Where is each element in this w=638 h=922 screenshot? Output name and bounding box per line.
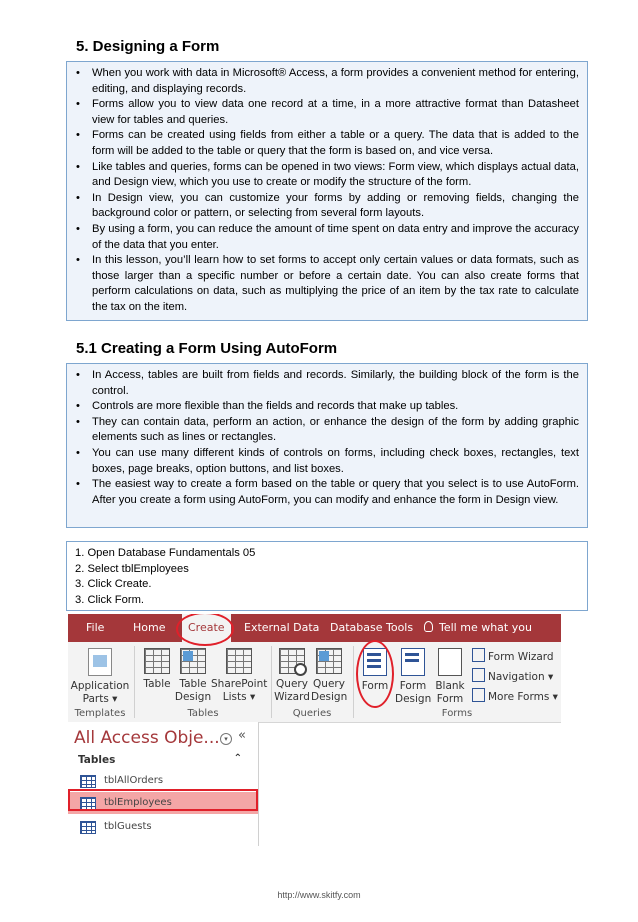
tab-file[interactable]: File bbox=[86, 621, 105, 634]
more-forms-button[interactable] bbox=[472, 688, 558, 704]
list-item: • Forms allow you to view data one record at a time, in a more attractive format than Datasheet view for tables and queries. bbox=[76, 97, 579, 128]
form-wizard-icon bbox=[472, 648, 485, 662]
group-separator bbox=[353, 646, 354, 718]
nav-item-label: tblAllOrders bbox=[104, 775, 164, 786]
blank-form-label-1: Blank bbox=[435, 680, 465, 692]
chevron-up-icon: ⌃ bbox=[233, 753, 242, 764]
table-design-button[interactable] bbox=[174, 648, 212, 704]
list-item: • In Design view, you can customize your forms by adding or removing fields, changing the background color or pattern, or selecting from several form layouts. bbox=[76, 191, 579, 222]
table-label: Table bbox=[143, 678, 171, 690]
lightbulb-icon bbox=[424, 621, 433, 632]
list-item: • The easiest way to create a form based on the table or query that you select is to use AutoForm. After you create a form using AutoForm, you can modify and enhance the form in Design view. bbox=[76, 477, 579, 508]
query-design-icon bbox=[316, 648, 342, 674]
group-label-tables: Tables bbox=[187, 708, 219, 719]
list-item: • Controls are more flexible than the fields and records that make up tables. bbox=[76, 399, 579, 415]
list-item: • Like tables and queries, forms can be opened in two views: Form view, which displays actual data, and Design view, which you use to create or modify the structure of the form. bbox=[76, 160, 579, 191]
nav-dropdown-icon[interactable]: ▾ bbox=[220, 733, 232, 745]
sharepoint-lists-icon bbox=[226, 648, 252, 674]
query-wizard-label-1: Query bbox=[276, 678, 308, 690]
form-label: Form bbox=[361, 680, 389, 692]
form-design-label-2: Design bbox=[395, 693, 432, 705]
navigation-pane bbox=[68, 722, 259, 846]
section-5-bullets bbox=[66, 61, 588, 321]
application-parts-label-1: Application bbox=[70, 680, 130, 692]
tab-home[interactable]: Home bbox=[133, 621, 166, 634]
collapse-pane-icon[interactable]: « bbox=[238, 728, 246, 743]
annotation-circle-form bbox=[356, 640, 394, 708]
query-wizard-icon bbox=[279, 648, 305, 674]
nav-item-label: tblGuests bbox=[104, 821, 152, 832]
annotation-box-tblemployees bbox=[68, 789, 258, 811]
table-design-icon bbox=[180, 648, 206, 674]
tell-me-search[interactable] bbox=[424, 614, 561, 642]
step-1: 1. Open Database Fundamentals 05 bbox=[75, 547, 256, 559]
section-51-title: 5.1 Creating a Form Using AutoForm bbox=[76, 340, 338, 357]
list-item: • When you work with data in Microsoft® Access, a form provides a convenient method for entering, editing, and displaying records. bbox=[76, 66, 579, 97]
section-5-title: 5. Designing a Form bbox=[76, 38, 220, 55]
list-item: • You can use many different kinds of controls on forms, including check boxes, rectangles, text boxes, page breaks, option buttons, and list boxes. bbox=[76, 446, 579, 477]
group-separator bbox=[271, 646, 272, 718]
table-icon bbox=[80, 821, 96, 834]
ribbon bbox=[68, 642, 561, 723]
query-design-label-1: Query bbox=[313, 678, 345, 690]
nav-pane-title[interactable]: All Access Obje... bbox=[74, 728, 220, 748]
sharepoint-lists-button[interactable] bbox=[211, 648, 267, 704]
step-3: 3. Click Create. bbox=[75, 578, 152, 591]
nav-item-label: tblEmployees bbox=[104, 797, 172, 808]
group-separator bbox=[134, 646, 135, 718]
group-label-queries: Queries bbox=[292, 708, 332, 719]
application-parts-icon bbox=[88, 648, 112, 676]
navigation-label: Navigation ▾ bbox=[488, 671, 554, 683]
more-forms-label: More Forms ▾ bbox=[488, 691, 558, 703]
table-design-label-1: Table bbox=[179, 678, 207, 690]
step-2: 2. Select tblEmployees bbox=[75, 562, 189, 575]
table-design-label-2: Design bbox=[174, 691, 212, 703]
list-item: • They can contain data, perform an action, or enhance the design of the form by adding graphic elements such as lines or rectangles. bbox=[76, 415, 579, 446]
form-design-label-1: Form bbox=[399, 680, 427, 692]
form-wizard-label: Form Wizard bbox=[488, 651, 554, 663]
tab-external-data[interactable]: External Data bbox=[244, 621, 320, 634]
list-item: • Forms can be created using fields from either a table or a query. The data that is added to the form will be added to the table or query that the form is based on, and vice versa. bbox=[76, 128, 579, 159]
tell-me-label: Tell me what you bbox=[439, 621, 532, 634]
list-item: • By using a form, you can reduce the amount of time spent on data entry and improve the accuracy of the data that you enter. bbox=[76, 222, 579, 253]
nav-section-header[interactable] bbox=[78, 754, 248, 766]
table-icon bbox=[80, 775, 96, 788]
query-wizard-label-2: Wizard bbox=[274, 691, 310, 703]
navigation-button[interactable] bbox=[472, 668, 553, 684]
query-wizard-button[interactable] bbox=[274, 648, 310, 704]
application-parts-label-2: Parts ▾ bbox=[82, 693, 118, 705]
sharepoint-lists-label-1: SharePoint bbox=[211, 678, 268, 690]
step-4: 3. Click Form. bbox=[75, 593, 144, 606]
sharepoint-lists-label-2: Lists ▾ bbox=[222, 691, 256, 703]
table-icon bbox=[144, 648, 170, 674]
form-design-icon bbox=[401, 648, 425, 676]
footer-url: http://www.skitfy.com bbox=[277, 890, 361, 900]
blank-form-button[interactable] bbox=[432, 648, 468, 706]
group-label-templates: Templates bbox=[74, 708, 126, 719]
tab-database-tools[interactable]: Database Tools bbox=[330, 621, 414, 634]
nav-section-label: Tables bbox=[78, 754, 116, 766]
group-label-forms: Forms bbox=[441, 708, 473, 719]
list-item: • In Access, tables are built from fields and records. Similarly, the building block of the form is the control. bbox=[76, 368, 579, 399]
access-screenshot bbox=[68, 614, 561, 846]
query-design-label-2: Design bbox=[311, 691, 348, 703]
list-item: • In this lesson, you’ll learn how to set forms to accept only certain values or data formats, such as those larger than a specific number or before a certain date. You can also create forms that perform calculations on data, such as multiplying the price of an item by the tax rate to calculate the tax on the item. bbox=[76, 253, 579, 315]
more-forms-icon bbox=[472, 688, 485, 702]
nav-item-tblguests[interactable] bbox=[68, 816, 258, 838]
application-parts-button[interactable] bbox=[70, 648, 130, 706]
steps-box bbox=[66, 541, 588, 611]
table-button[interactable] bbox=[140, 648, 174, 691]
query-design-button[interactable] bbox=[311, 648, 347, 704]
ribbon-tab-bar bbox=[68, 614, 561, 642]
navigation-icon bbox=[472, 668, 485, 682]
form-design-button[interactable] bbox=[395, 648, 431, 706]
form-wizard-button[interactable] bbox=[472, 648, 554, 664]
blank-form-label-2: Form bbox=[436, 693, 464, 705]
section-51-bullets bbox=[66, 363, 588, 528]
tab-create[interactable]: Create bbox=[182, 614, 231, 642]
blank-form-icon bbox=[438, 648, 462, 676]
